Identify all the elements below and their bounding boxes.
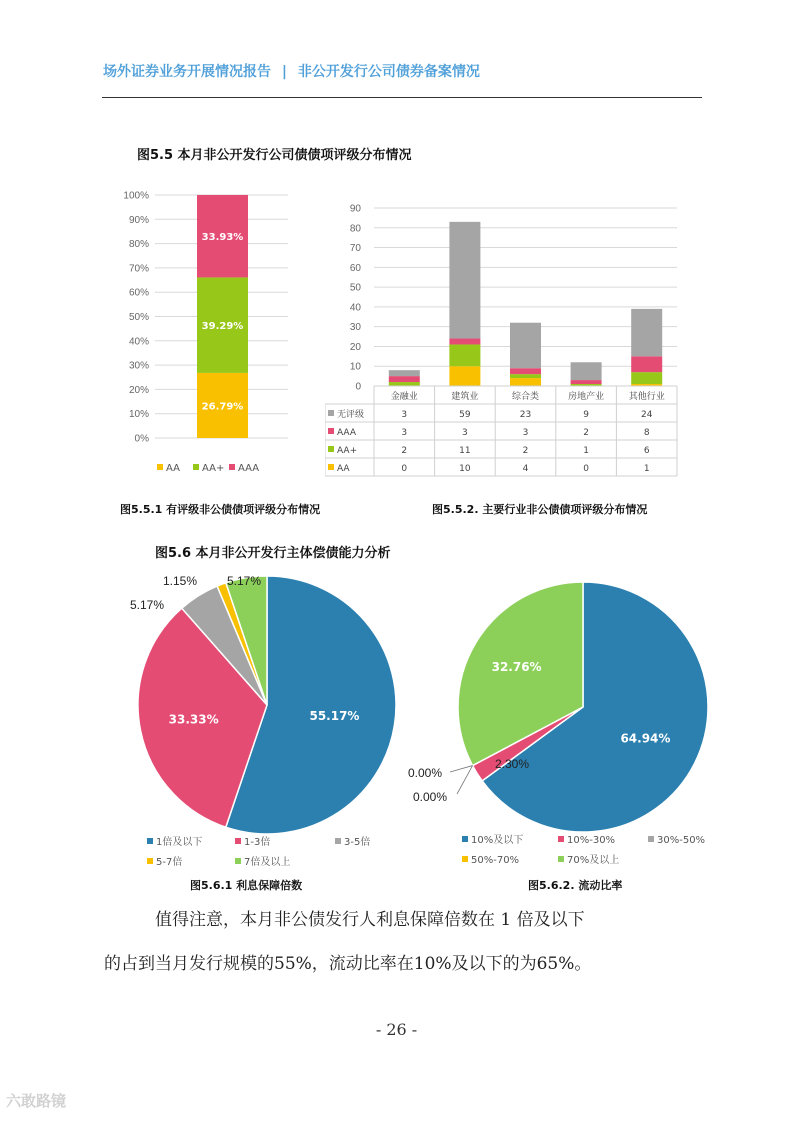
industry-bar-segment bbox=[631, 372, 662, 384]
industry-table-cell: 3 bbox=[401, 410, 408, 420]
p2-legend-swatch bbox=[558, 856, 564, 862]
rating-legend-swatch bbox=[157, 464, 163, 470]
industry-y-tick-label: 90 bbox=[349, 203, 361, 215]
industry-table-cell: 3 bbox=[401, 428, 408, 438]
rating-data-label: 39.29% bbox=[201, 321, 244, 333]
industry-table-cell: 1 bbox=[583, 446, 589, 456]
rating-legend-label: AA bbox=[166, 463, 180, 474]
rating-data-label: 26.79% bbox=[201, 401, 244, 413]
industry-bar-segment bbox=[389, 376, 420, 382]
industry-y-tick-label: 70 bbox=[349, 243, 361, 255]
rating-y-tick-label: 30% bbox=[128, 360, 149, 372]
figure-5-5-title: 图5.5 本月非公开发行公司债债项评级分布情况 bbox=[137, 148, 412, 163]
p1-data-label: 5.17% bbox=[130, 598, 165, 612]
industry-y-tick-label: 60 bbox=[349, 262, 361, 274]
rating-y-tick-label: 40% bbox=[128, 336, 149, 348]
p1-legend-label: 1-3倍 bbox=[244, 837, 271, 848]
industry-y-ticks bbox=[350, 204, 362, 393]
p2-data-label: 2.30% bbox=[495, 757, 530, 771]
industry-bar-segment bbox=[449, 222, 480, 339]
rating-y-tick-label: 80% bbox=[128, 239, 149, 251]
industry-bar-segment bbox=[389, 370, 420, 376]
p2-legend-label: 10%-30% bbox=[567, 835, 616, 846]
rating-legend-label: AAA bbox=[238, 463, 260, 474]
industry-bar-segment bbox=[449, 366, 480, 386]
interest-coverage-legend bbox=[147, 835, 370, 868]
header-rule bbox=[102, 97, 702, 98]
p2-legend-swatch bbox=[648, 836, 654, 842]
industry-table-cell: 2 bbox=[583, 428, 589, 438]
p1-legend-swatch bbox=[335, 838, 341, 844]
industry-table-cell: 24 bbox=[640, 410, 653, 420]
rating-legend-label: AA+ bbox=[202, 463, 225, 474]
industry-series-label: AA+ bbox=[337, 446, 358, 456]
industry-series-label: 无评级 bbox=[337, 410, 365, 420]
p2-data-label: 0.00% bbox=[408, 766, 443, 780]
interest-coverage-pie-chart bbox=[115, 565, 405, 875]
page-number: - 26 - bbox=[375, 1020, 418, 1039]
industry-table-cell: 0 bbox=[401, 464, 408, 474]
industry-bar-segment bbox=[510, 368, 541, 374]
rating-y-tick-label: 70% bbox=[128, 263, 149, 275]
industry-table-cell: 23 bbox=[519, 410, 532, 420]
industry-table-cell: 8 bbox=[643, 428, 650, 438]
industry-bar-segment bbox=[510, 374, 541, 378]
industry-table-cell: 0 bbox=[583, 464, 589, 474]
figure-5-5-2-caption: 图5.5.2. 主要行业非公债债项评级分布情况 bbox=[432, 503, 648, 516]
watermark: 六敢路镜 bbox=[6, 1092, 67, 1110]
industry-category-label: 建筑业 bbox=[451, 392, 479, 402]
rating-stacked-chart bbox=[110, 180, 310, 480]
industry-category-label: 金融业 bbox=[390, 392, 418, 402]
industry-bar-segment bbox=[631, 309, 662, 356]
p2-legend-label: 10%及以下 bbox=[471, 835, 524, 846]
industry-legend-swatch bbox=[328, 410, 334, 416]
industry-y-tick-label: 30 bbox=[349, 322, 361, 334]
industry-bar-segment bbox=[571, 362, 602, 380]
rating-y-tick-label: 0% bbox=[134, 433, 149, 445]
interest-coverage-slices bbox=[138, 576, 396, 834]
header-section: 非公开发行公司债券备案情况 bbox=[297, 64, 480, 80]
p1-data-label: 5.17% bbox=[227, 574, 262, 588]
industry-y-tick-label: 50 bbox=[349, 282, 361, 294]
industry-category-label: 其他行业 bbox=[628, 392, 665, 402]
p1-legend-swatch bbox=[235, 838, 241, 844]
body-line-1: 值得注意，本月非公债发行人利息保障倍数在 1 倍及以下 bbox=[155, 910, 585, 930]
industry-table-cell: 1 bbox=[643, 464, 650, 474]
industry-bar-segment bbox=[510, 323, 541, 368]
rating-y-tick-label: 10% bbox=[128, 409, 149, 421]
industry-series-label: AA bbox=[337, 464, 350, 474]
p1-legend-swatch bbox=[235, 858, 241, 864]
industry-table-cell: 9 bbox=[583, 410, 589, 420]
p1-legend-swatch bbox=[147, 838, 153, 844]
p2-legend-label: 50%-70% bbox=[471, 855, 520, 866]
p2-data-label: 64.94% bbox=[620, 731, 671, 746]
p1-data-label: 33.33% bbox=[168, 712, 219, 727]
report-header bbox=[103, 61, 480, 81]
p2-leader-line bbox=[457, 766, 473, 794]
body-paragraph bbox=[104, 898, 704, 986]
current-ratio-legend bbox=[462, 834, 705, 866]
p1-legend-swatch bbox=[147, 858, 153, 864]
rating-legend-swatch bbox=[193, 464, 199, 470]
p2-data-label: 0.00% bbox=[413, 790, 448, 804]
industry-y-tick-label: 40 bbox=[349, 302, 361, 314]
rating-legend bbox=[157, 463, 259, 474]
p1-legend-label: 5-7倍 bbox=[156, 857, 183, 868]
figure-5-5-1-caption: 图5.5.1 有评级非公债债项评级分布情况 bbox=[120, 503, 321, 516]
p2-legend-swatch bbox=[558, 836, 564, 842]
p1-data-label: 1.15% bbox=[163, 574, 198, 588]
rating-y-tick-label: 90% bbox=[128, 214, 149, 226]
industry-table-cell: 3 bbox=[462, 428, 468, 438]
p1-legend-label: 7倍及以上 bbox=[244, 857, 291, 868]
p2-legend-label: 30%-50% bbox=[657, 835, 706, 846]
industry-table-cell: 2 bbox=[401, 446, 408, 456]
industry-stacked-chart bbox=[325, 196, 685, 480]
header-separator: | bbox=[281, 64, 287, 80]
industry-bar-segment bbox=[389, 382, 420, 386]
p1-legend-label: 3-5倍 bbox=[344, 837, 371, 848]
industry-series-label: AAA bbox=[337, 428, 356, 438]
industry-category-label: 综合类 bbox=[511, 392, 540, 402]
rating-y-tick-label: 50% bbox=[128, 312, 149, 323]
industry-legend-swatch bbox=[328, 428, 334, 434]
industry-table-cell: 59 bbox=[459, 410, 471, 420]
rating-bars bbox=[197, 195, 248, 438]
rating-y-tick-label: 60% bbox=[128, 287, 149, 299]
industry-bar-segment bbox=[631, 356, 662, 372]
figure-5-6-title: 图5.6 本月非公开发行主体偿债能力分析 bbox=[155, 546, 391, 561]
rating-y-tick-label: 20% bbox=[128, 384, 149, 396]
industry-legend-swatch bbox=[328, 464, 334, 470]
figure-5-6-2-caption: 图5.6.2. 流动比率 bbox=[528, 879, 623, 892]
rating-y-ticks bbox=[123, 191, 149, 445]
current-ratio-slices bbox=[458, 582, 708, 832]
header-title: 场外证券业务开展情况报告 bbox=[103, 64, 271, 80]
industry-table-cell: 10 bbox=[459, 464, 471, 474]
rating-y-tick-label: 100% bbox=[123, 190, 149, 202]
industry-y-tick-label: 80 bbox=[349, 223, 361, 235]
figure-5-6-1-caption: 图5.6.1 利息保障倍数 bbox=[190, 879, 303, 892]
industry-bar-segment bbox=[449, 344, 480, 366]
p2-data-label: 32.76% bbox=[491, 660, 542, 675]
industry-data-table bbox=[325, 386, 677, 476]
industry-table-cell: 4 bbox=[522, 464, 529, 474]
p2-legend-label: 70%及以上 bbox=[567, 855, 620, 866]
rating-data-label: 33.93% bbox=[201, 232, 244, 244]
current-ratio-pie-chart bbox=[400, 565, 720, 875]
industry-table-cell: 6 bbox=[643, 446, 650, 456]
industry-legend-swatch bbox=[328, 446, 334, 452]
industry-y-tick-label: 10 bbox=[349, 361, 361, 373]
industry-bars bbox=[389, 222, 662, 386]
p1-data-label: 55.17% bbox=[309, 709, 360, 724]
rating-legend-swatch bbox=[229, 464, 235, 470]
industry-bar-segment bbox=[449, 339, 480, 345]
industry-category-label: 房地产业 bbox=[568, 392, 605, 402]
body-line-2: 的占到当月发行规模的55%，流动比率在10%及以下的为65%。 bbox=[104, 954, 592, 974]
industry-y-tick-label: 0 bbox=[355, 381, 361, 393]
p1-legend-label: 1倍及以下 bbox=[156, 837, 203, 848]
industry-bar-segment bbox=[510, 378, 541, 386]
industry-table-cell: 2 bbox=[522, 446, 529, 456]
industry-table-cell: 3 bbox=[522, 428, 529, 438]
industry-y-tick-label: 20 bbox=[349, 341, 361, 353]
industry-table-cell: 11 bbox=[459, 446, 471, 456]
industry-bar-segment bbox=[571, 380, 602, 384]
p2-legend-swatch bbox=[462, 836, 468, 842]
p2-legend-swatch bbox=[462, 856, 468, 862]
